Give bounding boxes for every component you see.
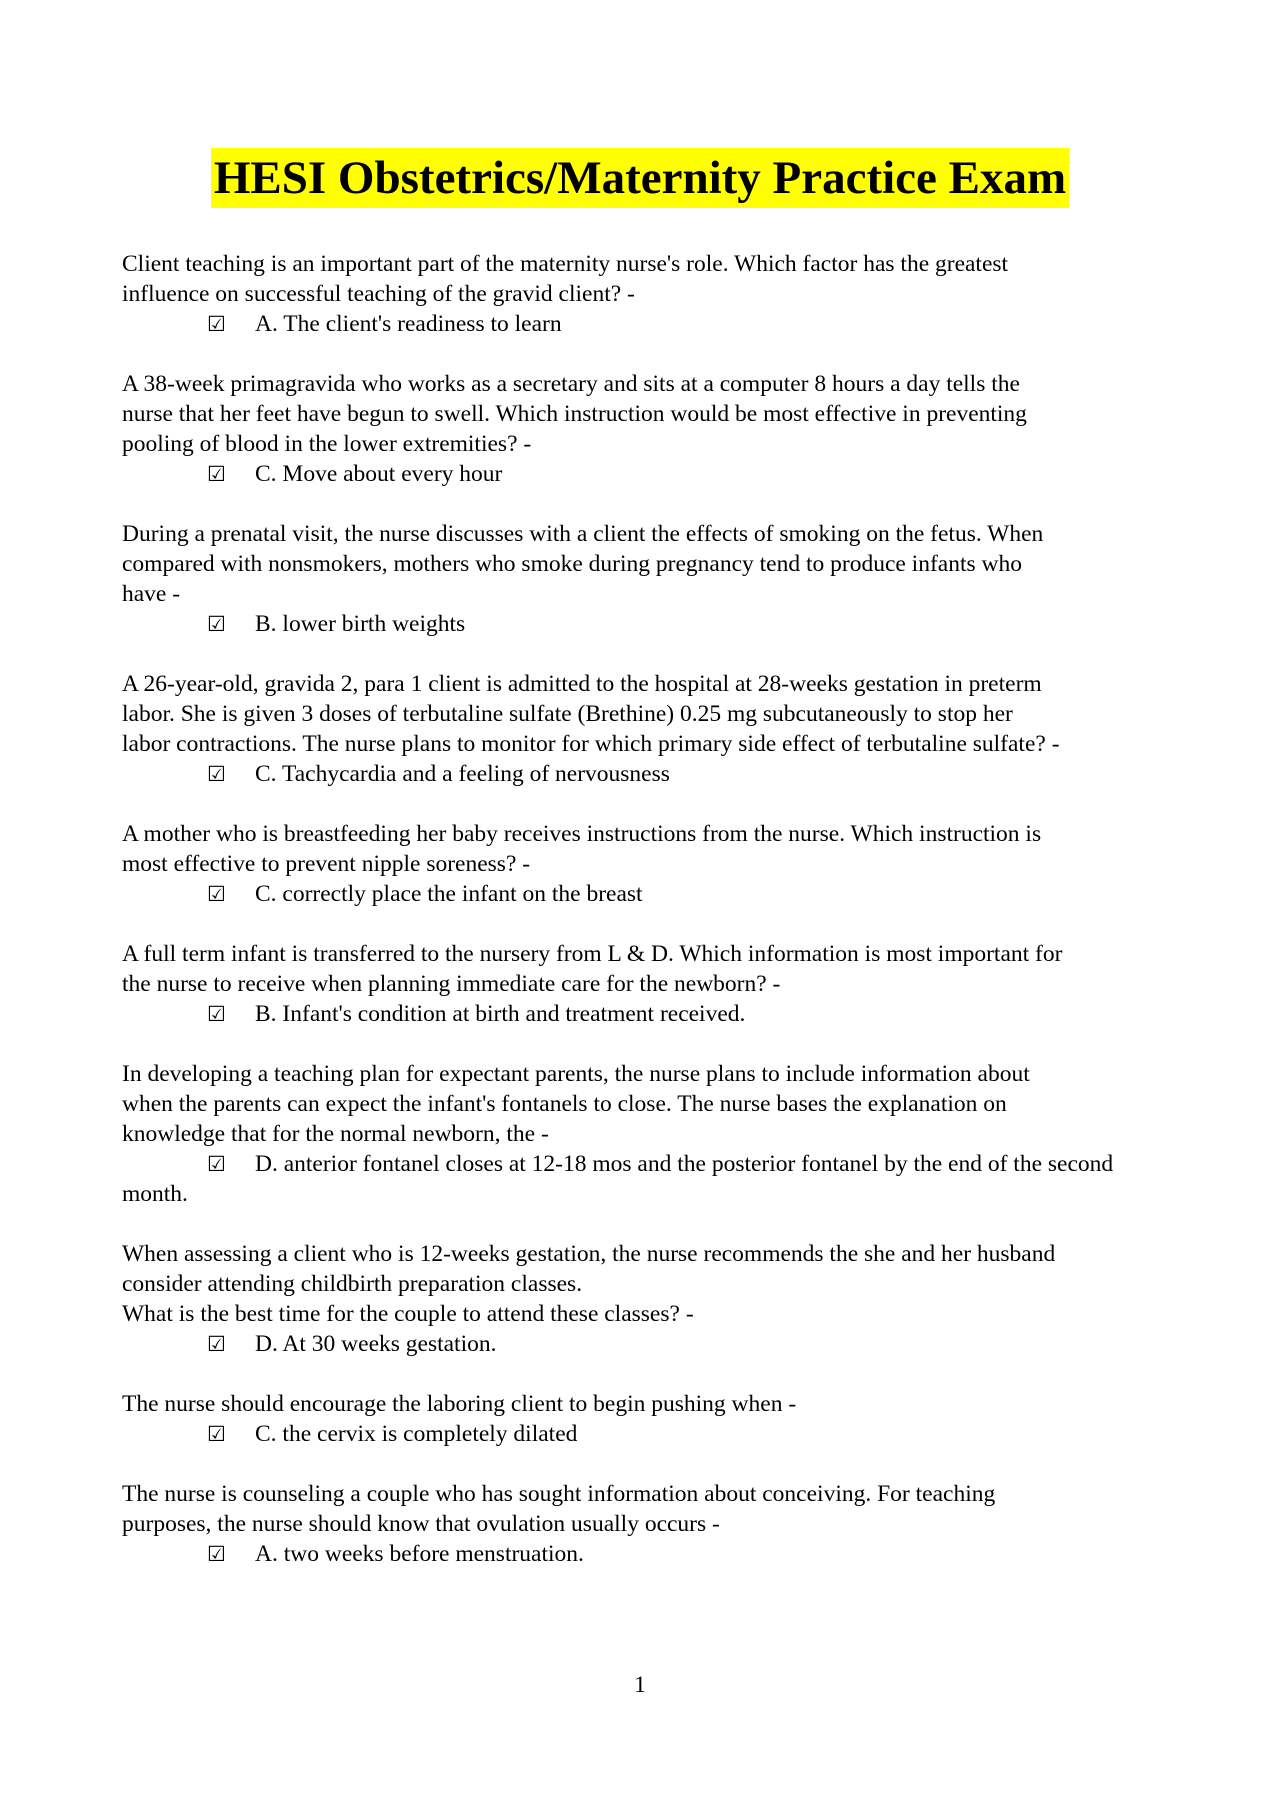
answer-line bbox=[122, 609, 1172, 639]
question-block bbox=[122, 939, 1172, 1029]
answer-line bbox=[122, 759, 1172, 789]
answer-line bbox=[122, 879, 1172, 909]
question-text: pooling of blood in the lower extremities? - bbox=[122, 431, 532, 457]
answer-line bbox=[122, 1539, 1172, 1569]
checkbox-checked-icon: ☑ bbox=[207, 1152, 226, 1176]
answer-line bbox=[122, 1419, 1172, 1449]
answer-text: D. At 30 weeks gestation. bbox=[255, 1331, 497, 1357]
question-block bbox=[122, 1389, 1172, 1449]
question-text: the nurse to receive when planning immediate care for the newborn? - bbox=[122, 971, 781, 997]
question-text: In developing a teaching plan for expectant parents, the nurse plans to include information about bbox=[122, 1061, 1030, 1087]
checkbox-checked-icon: ☑ bbox=[207, 1002, 226, 1026]
question-text: A full term infant is transferred to the nursery from L & D. Which information is most important for bbox=[122, 941, 1063, 967]
checkbox-checked-icon: ☑ bbox=[207, 1422, 226, 1446]
question-text: knowledge that for the normal newborn, the - bbox=[122, 1121, 549, 1147]
question-text: nurse that her feet have begun to swell. Which instruction would be most effective in preventing bbox=[122, 401, 1027, 427]
answer-line bbox=[122, 1149, 1172, 1209]
checkbox-checked-icon: ☑ bbox=[207, 612, 226, 636]
answer-text: C. Tachycardia and a feeling of nervousness bbox=[255, 761, 670, 787]
page-number: 1 bbox=[634, 1672, 646, 1698]
question-text: A 38-week primagravida who works as a secretary and sits at a computer 8 hours a day tells the bbox=[122, 371, 1020, 397]
question-text: A 26-year-old, gravida 2, para 1 client is admitted to the hospital at 28-weeks gestation in preterm bbox=[122, 671, 1042, 697]
title-wrapper bbox=[0, 148, 1280, 208]
question-text: labor contractions. The nurse plans to monitor for which primary side effect of terbutaline sulfate? - bbox=[122, 731, 1060, 757]
answer-line bbox=[122, 309, 1172, 339]
question-text: influence on successful teaching of the gravid client? - bbox=[122, 281, 635, 307]
answer-text: C. correctly place the infant on the breast bbox=[255, 881, 643, 907]
checkbox-checked-icon: ☑ bbox=[207, 1332, 226, 1356]
checkbox-checked-icon: ☑ bbox=[207, 312, 226, 336]
question-block bbox=[122, 1239, 1172, 1359]
question-text: When assessing a client who is 12-weeks gestation, the nurse recommends the she and her husband bbox=[122, 1241, 1056, 1267]
question-text: labor. She is given 3 doses of terbutaline sulfate (Brethine) 0.25 mg subcutaneously to stop her bbox=[122, 701, 1013, 727]
page-title: HESI Obstetrics/Maternity Practice Exam bbox=[211, 148, 1069, 208]
answer-text: C. Move about every hour bbox=[255, 461, 503, 487]
question-block bbox=[122, 1479, 1172, 1569]
answer-line bbox=[122, 459, 1172, 489]
checkbox-checked-icon: ☑ bbox=[207, 882, 226, 906]
question-text: The nurse should encourage the laboring client to begin pushing when - bbox=[122, 1391, 797, 1417]
checkbox-checked-icon: ☑ bbox=[207, 462, 226, 486]
question-text: when the parents can expect the infant's fontanels to close. The nurse bases the explanation on bbox=[122, 1091, 1007, 1117]
question-text: The nurse is counseling a couple who has sought information about conceiving. For teaching bbox=[122, 1481, 996, 1507]
question-list bbox=[122, 249, 1172, 1599]
question-text: A mother who is breastfeeding her baby receives instructions from the nurse. Which instruction is bbox=[122, 821, 1042, 847]
answer-line bbox=[122, 1329, 1172, 1359]
question-text: most effective to prevent nipple soreness? - bbox=[122, 851, 531, 877]
answer-text: A. two weeks before menstruation. bbox=[255, 1541, 584, 1567]
question-block bbox=[122, 819, 1172, 909]
answer-text: C. the cervix is completely dilated bbox=[255, 1421, 578, 1447]
question-block bbox=[122, 1059, 1172, 1209]
checkbox-checked-icon: ☑ bbox=[207, 762, 226, 786]
answer-text: D. anterior fontanel closes at 12-18 mos and the posterior fontanel by the end of the second month. bbox=[122, 1151, 1114, 1207]
answer-text: B. Infant's condition at birth and treatment received. bbox=[255, 1001, 746, 1027]
question-block bbox=[122, 519, 1172, 639]
question-block bbox=[122, 369, 1172, 489]
question-text: What is the best time for the couple to attend these classes? - bbox=[122, 1301, 694, 1327]
answer-text: A. The client's readiness to learn bbox=[255, 311, 562, 337]
question-block bbox=[122, 249, 1172, 339]
answer-text: B. lower birth weights bbox=[255, 611, 466, 637]
checkbox-checked-icon: ☑ bbox=[207, 1542, 226, 1566]
question-text: During a prenatal visit, the nurse discusses with a client the effects of smoking on the fetus. When bbox=[122, 521, 1044, 547]
question-text: consider attending childbirth preparation classes. bbox=[122, 1271, 583, 1297]
question-text: compared with nonsmokers, mothers who smoke during pregnancy tend to produce infants who bbox=[122, 551, 1022, 577]
question-text: purposes, the nurse should know that ovulation usually occurs - bbox=[122, 1511, 720, 1537]
question-text: Client teaching is an important part of the maternity nurse's role. Which factor has the greatest bbox=[122, 251, 1009, 277]
answer-line bbox=[122, 999, 1172, 1029]
question-block bbox=[122, 669, 1172, 789]
question-text: have - bbox=[122, 581, 181, 607]
